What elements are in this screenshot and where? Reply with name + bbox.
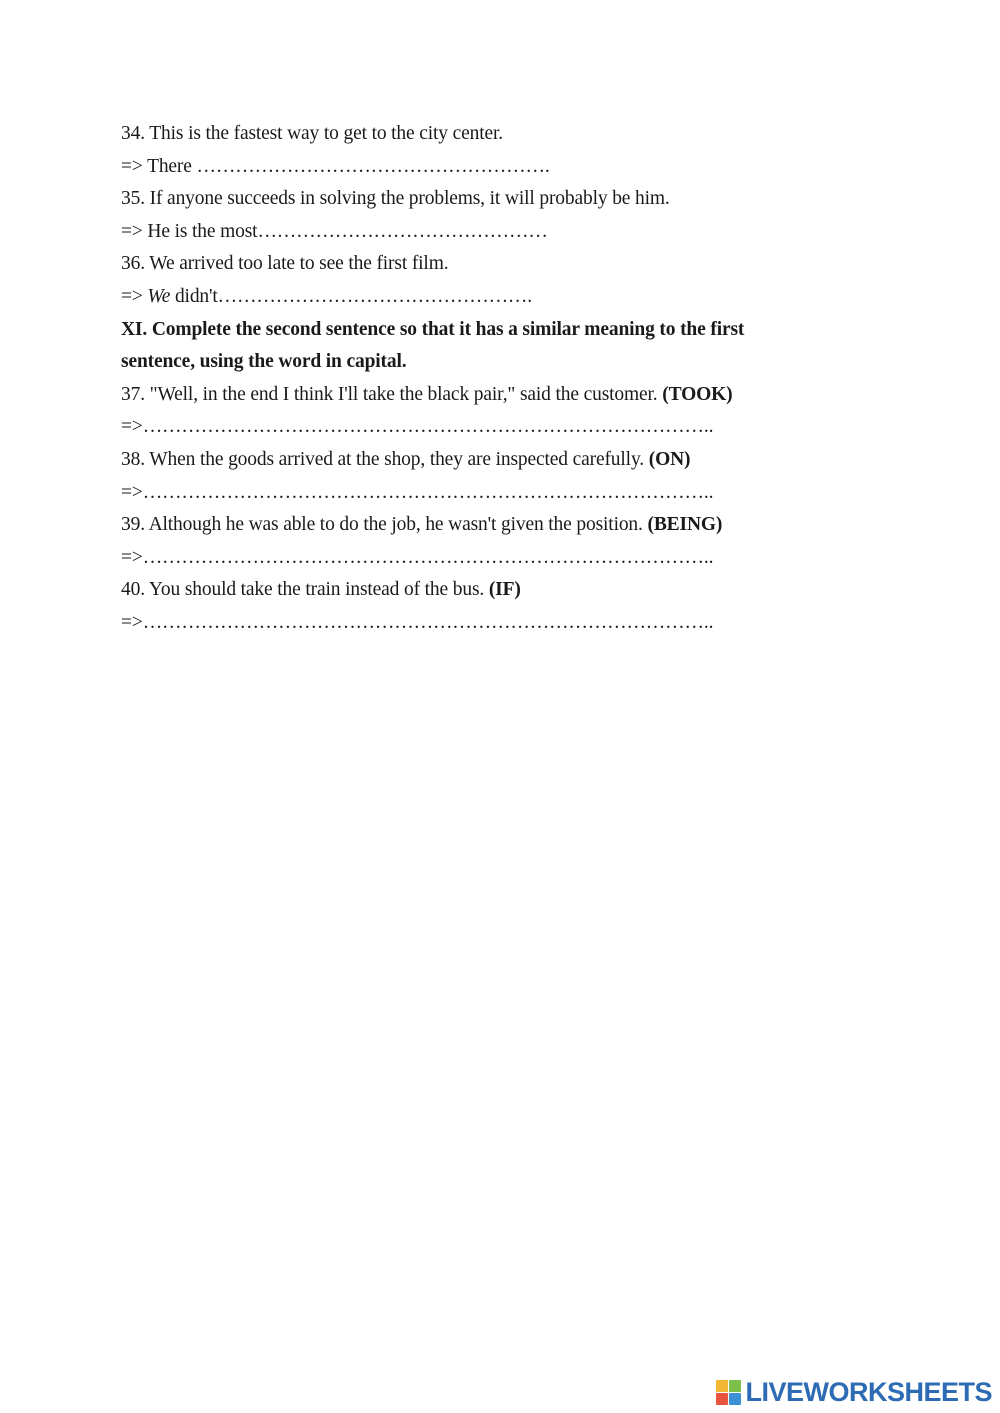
answer-prefix: => <box>121 285 148 307</box>
exercise-34-prompt: 34. This is the fastest way to get to the city center. <box>121 123 503 144</box>
answer-prefix: => There <box>121 155 197 177</box>
answer-blank[interactable]: ……………………………………… <box>257 220 548 242</box>
answer-blank[interactable]: …………………………………………………………………………….. <box>142 611 714 633</box>
exercise-35-prompt: 35. If anyone succeeds in solving the problems, it will probably be him. <box>121 188 670 210</box>
prompt-text: 37. "Well, in the end I think I'll take the black pair," said the customer. <box>121 383 663 405</box>
liveworksheets-logo-icon <box>716 1380 741 1405</box>
exercise-37-prompt <box>121 379 861 412</box>
answer-blank[interactable]: …………………………………………………………………………….. <box>142 481 714 503</box>
prompt-text: 40. You should take the train instead of the bus. <box>121 579 489 601</box>
exercise-35-answer <box>121 216 861 249</box>
logo-tile-icon <box>716 1380 728 1392</box>
worksheet-content <box>121 118 861 640</box>
exercise-38-prompt <box>121 444 861 477</box>
answer-prefix: => <box>121 611 143 633</box>
capital-keyword: (TOOK) <box>662 383 733 405</box>
exercise-39-prompt <box>121 509 861 542</box>
liveworksheets-logo[interactable] <box>716 1377 992 1407</box>
answer-blank[interactable]: ………………………………………………. <box>196 155 550 177</box>
answer-prefix: => <box>121 416 143 438</box>
exercise-39-answer <box>121 542 861 575</box>
capital-keyword: (ON) <box>648 448 691 470</box>
logo-tile-icon <box>716 1393 728 1405</box>
section-heading-line-2: sentence, using the word in capital. <box>121 351 407 373</box>
prompt-text: 38. When the goods arrived at the shop, they are inspected carefully. <box>121 448 649 470</box>
answer-prefix: => <box>121 481 143 503</box>
capital-keyword: (IF) <box>488 579 521 601</box>
answer-blank[interactable]: …………………………………………………………………………….. <box>142 416 714 438</box>
prompt-text: 39. Although he was able to do the job, he wasn't given the position. <box>121 514 648 536</box>
exercise-40-prompt <box>121 574 861 607</box>
answer-prefix-rest: didn't <box>170 285 218 307</box>
exercise-40-answer <box>121 607 861 640</box>
logo-tile-icon <box>729 1393 741 1405</box>
answer-prefix: => <box>121 546 143 568</box>
exercise-34-answer <box>121 151 861 184</box>
logo-tile-icon <box>729 1380 741 1392</box>
exercise-38-answer <box>121 477 861 510</box>
section-heading-line-1: XI. Complete the second sentence so that it has a similar meaning to the first <box>121 318 745 340</box>
answer-blank[interactable]: …………………………………………………………………………….. <box>142 546 714 568</box>
liveworksheets-wordmark: LIVEWORKSHEETS <box>745 1377 992 1407</box>
capital-keyword: (BEING) <box>647 514 723 536</box>
exercise-37-answer <box>121 411 861 444</box>
exercise-36-prompt: 36. We arrived too late to see the first film. <box>121 253 449 275</box>
answer-prefix: => He is the most <box>121 220 258 242</box>
answer-italic-word: We <box>147 285 171 307</box>
exercise-36-answer <box>121 281 861 314</box>
answer-blank[interactable]: …………………………………………. <box>217 285 532 307</box>
